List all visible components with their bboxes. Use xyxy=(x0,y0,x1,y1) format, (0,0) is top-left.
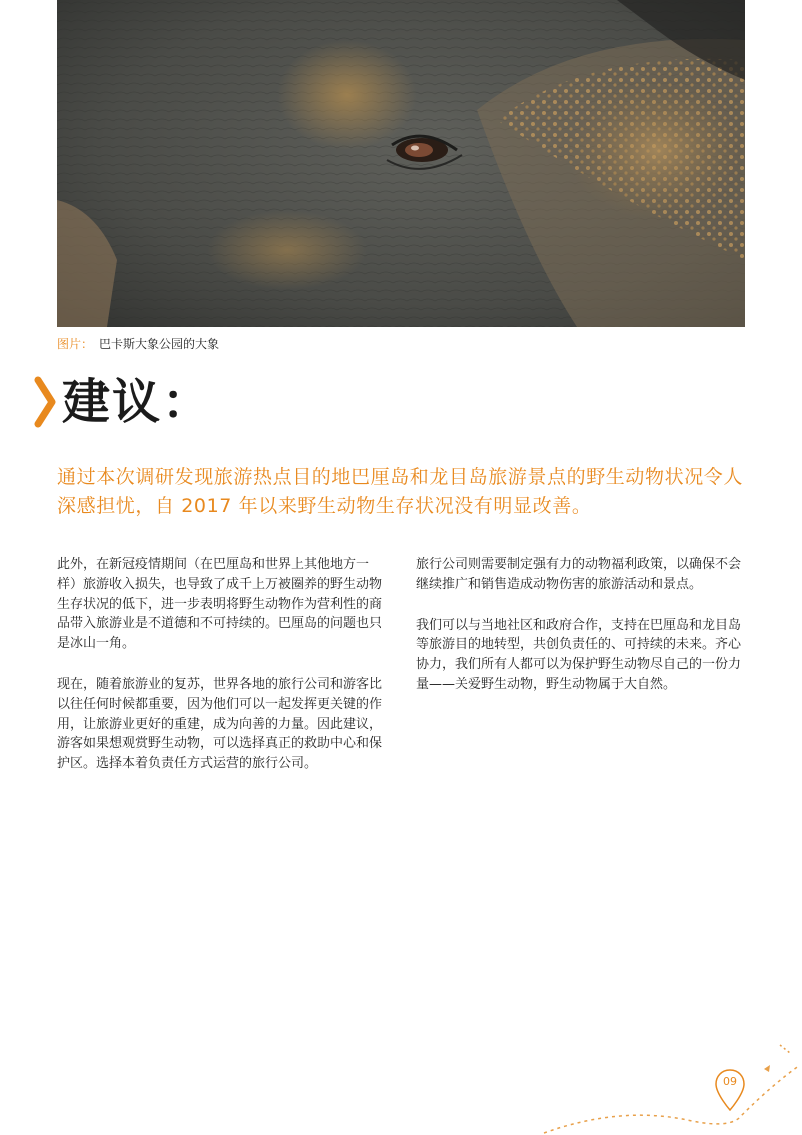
left-paragraph-2: 现在，随着旅游业的复苏，世界各地的旅行公司和游客比以往任何时候都重要，因为他们可以一起发挥更关键的作用，让旅游业更好的重建，成为向善的力量。因此建议，游客如果想观赏野生动物，可以选择真正的救助中心和保护区。选择本着负责任方式运营的旅行公司。 xyxy=(57,676,383,772)
elephant-photo xyxy=(57,0,745,327)
elephant-image xyxy=(57,0,745,327)
photo-caption xyxy=(57,336,219,352)
caption-text: 巴卡斯大象公园的大象 xyxy=(99,337,220,351)
right-column xyxy=(416,555,746,716)
left-paragraph-1: 此外，在新冠疫情期间（在巴厘岛和世界上其他地方一样）旅游收入损失，也导致了成千上万被圈养的野生动物生存状况的低下，进一步表明将野生动物作为营利性的商品带入旅游业是不道德和不可持续的。巴厘岛的问题也只是冰山一角。 xyxy=(57,557,383,652)
caption-label: 图片： xyxy=(57,337,94,351)
dotted-path-decoration xyxy=(542,1025,802,1135)
right-paragraph-1: 旅行公司则需要制定强有力的动物福利政策，以确保不会继续推广和销售造成动物伤害的旅游活动和景点。 xyxy=(416,557,742,592)
page-title: 建议： xyxy=(62,374,213,430)
page-number: 09 xyxy=(723,1075,737,1088)
right-paragraph-2: 我们可以与当地社区和政府合作，支持在巴厘岛和龙目岛等旅游目的地转型，共创负责任的、可持续的未来。齐心协力，我们所有人都可以为保护野生动物尽自己的一份力量——关爱野生动物，野生动物属于大自然。 xyxy=(416,617,742,692)
left-column xyxy=(57,555,387,795)
lead-paragraph: 通过本次调研发现旅游热点目的地巴厘岛和龙目岛旅游景点的野生动物状况令人深感担忧，自 2017 年以来野生动物生存状况没有明显改善。 xyxy=(57,466,744,517)
chevron-right-icon xyxy=(34,374,58,430)
section-heading xyxy=(34,372,212,432)
